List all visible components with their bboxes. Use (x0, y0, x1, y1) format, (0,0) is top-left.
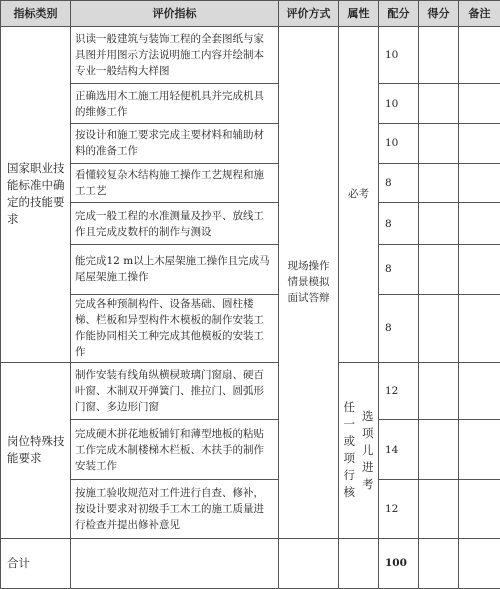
total-earned-cell[interactable] (419, 538, 459, 588)
remarks-cell[interactable] (459, 84, 500, 124)
score-cell: 8 (379, 163, 419, 203)
evaluation-method: 现场操作情景模拟面试答辩 (279, 27, 339, 539)
total-remarks-cell[interactable] (459, 538, 500, 588)
earned-cell[interactable] (419, 480, 459, 538)
total-empty-attribute (339, 538, 379, 588)
indicator-cell: 制作安装有线角纵横棂玻璃门窗扇、硬百叶窗、木制双开弹簧门、推拉门、圆弧形门窗、多边形门窗 (71, 362, 279, 419)
header-indicator: 评价指标 (71, 1, 279, 27)
header-earned: 得分 (419, 1, 459, 27)
earned-cell[interactable] (419, 244, 459, 294)
indicator-cell: 完成一般工程的水准测量及抄平、放线工作且完成皮数杆的制作与测设 (71, 203, 279, 245)
table-row (1, 480, 500, 538)
header-remarks: 备注 (459, 1, 500, 27)
table-row (1, 124, 500, 164)
remarks-cell[interactable] (459, 244, 500, 294)
header-score: 配分 (379, 1, 419, 27)
indicator-cell: 识读一般建筑与装饰工程的全套图纸与家具图并用图示方法说明施工内容并绘制本专业一般结构大样图 (71, 27, 279, 84)
score-cell: 8 (379, 203, 419, 245)
earned-cell[interactable] (419, 203, 459, 245)
table-row (1, 420, 500, 480)
earned-cell[interactable] (419, 163, 459, 203)
indicator-cell: 按设计和施工要求完成主要材料和辅助材料的准备工作 (71, 124, 279, 164)
indicator-cell: 能完成12 m以上木屋架施工操作且完成马尾屋架施工操作 (71, 244, 279, 294)
score-cell: 10 (379, 124, 419, 164)
remarks-cell[interactable] (459, 420, 500, 480)
header-category: 指标类别 (1, 1, 71, 27)
earned-cell[interactable] (419, 27, 459, 84)
score-cell: 8 (379, 294, 419, 362)
remarks-cell[interactable] (459, 203, 500, 245)
remarks-cell[interactable] (459, 163, 500, 203)
indicator-cell: 完成硬木拼花地板铺钉和薄型地板的粘贴工作完成木制楼梯木栏板、木扶手的制作安装工作 (71, 420, 279, 480)
earned-cell[interactable] (419, 420, 459, 480)
indicator-cell: 完成各种预制构件、设备基础、圆柱楼梯、栏板和异型构件木模板的制作安装工作能协同相关工种完成其他模板的安装工作 (71, 294, 279, 362)
earned-cell[interactable] (419, 124, 459, 164)
table-row (1, 163, 500, 203)
total-score: 100 (379, 538, 419, 588)
score-cell: 10 (379, 84, 419, 124)
attribute-optional (339, 362, 379, 538)
category-special: 岗位特殊技能要求 (1, 362, 71, 538)
score-cell: 10 (379, 27, 419, 84)
attribute-optional-text-2: 选项儿进考 (362, 408, 374, 491)
score-cell: 8 (379, 244, 419, 294)
header-row (1, 1, 500, 27)
table-row (1, 84, 500, 124)
remarks-cell[interactable] (459, 294, 500, 362)
earned-cell[interactable] (419, 84, 459, 124)
earned-cell[interactable] (419, 294, 459, 362)
indicator-cell: 看懂较复杂木结构施工操作工艺规程和施工工艺 (71, 163, 279, 203)
header-method: 评价方式 (279, 1, 339, 27)
category-national: 国家职业技能标准中确定的技能要求 (1, 27, 71, 363)
earned-cell[interactable] (419, 362, 459, 419)
table-row (1, 27, 500, 84)
indicator-cell: 正确选用木工施工用轻便机具并完成机具的维修工作 (71, 84, 279, 124)
total-row (1, 538, 500, 588)
total-empty-method (279, 538, 339, 588)
score-cell: 14 (379, 420, 419, 480)
attribute-required: 必考 (339, 27, 379, 363)
attribute-optional-text-1: 任一或项行核 (343, 400, 355, 500)
total-label: 合计 (1, 538, 71, 588)
score-cell: 12 (379, 480, 419, 538)
remarks-cell[interactable] (459, 124, 500, 164)
table-row (1, 294, 500, 362)
remarks-cell[interactable] (459, 362, 500, 419)
total-empty-indicator (71, 538, 279, 588)
table-row (1, 244, 500, 294)
table-row (1, 203, 500, 245)
remarks-cell[interactable] (459, 27, 500, 84)
header-attribute: 属性 (339, 1, 379, 27)
table-row (1, 362, 500, 419)
remarks-cell[interactable] (459, 480, 500, 538)
score-cell: 12 (379, 362, 419, 419)
indicator-cell: 按施工验收规范对工件进行自查、修补，按设计要求对初级手工木工的施工质量进行检查并提出修补意见 (71, 480, 279, 538)
